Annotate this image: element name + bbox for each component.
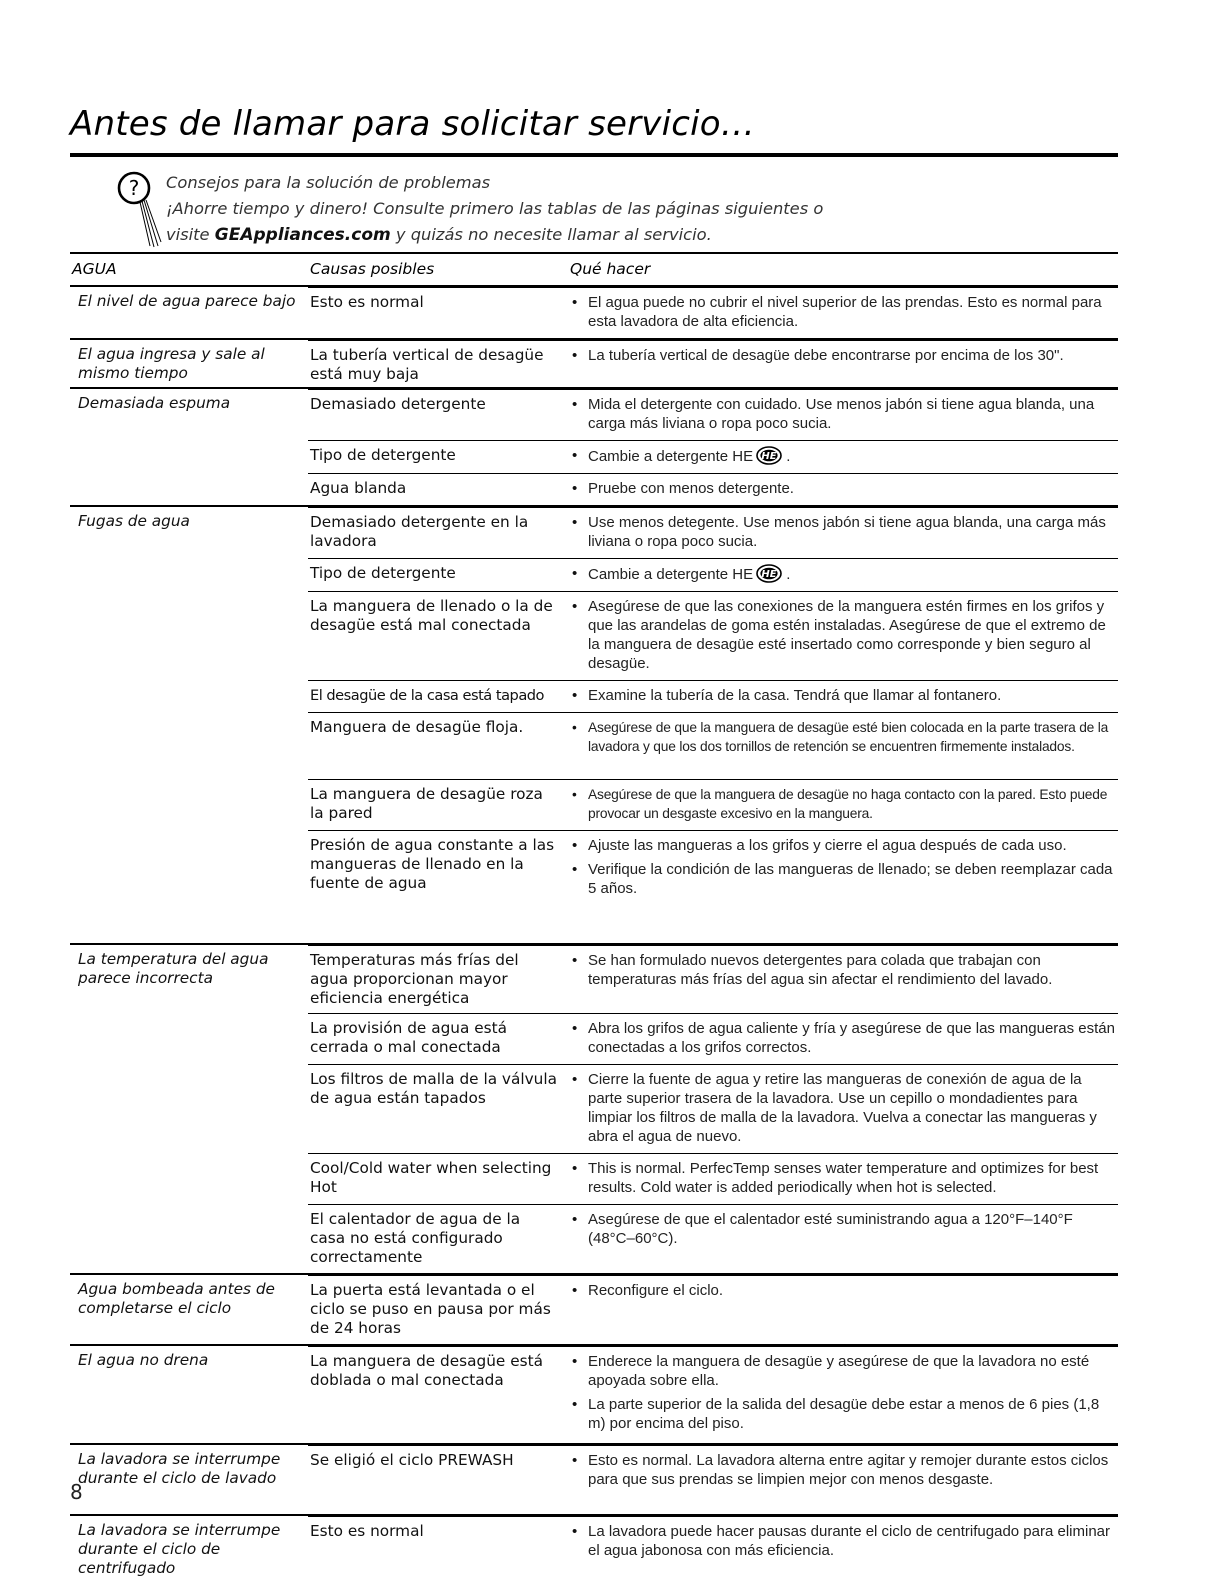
action-cell (570, 1451, 1118, 1489)
action-text: Ajuste las mangueras a los grifos y cierre el agua después de cada uso. (588, 837, 1067, 854)
action-text: Examine la tubería de la casa. Tendrá que llamar al fontanero. (588, 687, 1002, 704)
cause-row (308, 558, 1118, 591)
he-logo-icon (756, 446, 782, 465)
cause-text: La provisión de agua está cerrada o mal conectada (310, 1019, 507, 1056)
action-item (570, 1352, 1118, 1390)
action-item (570, 686, 1118, 705)
action-text: This is normal. PerfecTemp senses water temperature and optimizes for best results. Cold water is added periodically when hot is selected. (588, 1160, 1099, 1196)
symptom-label: La lavadora se interrumpe durante el ciclo de centrifugado (78, 1521, 281, 1577)
cause-text: La tubería vertical de desagüe está muy baja (310, 346, 544, 383)
cause-text: Agua blanda (310, 479, 407, 497)
cause-row (308, 1275, 1118, 1344)
action-cell (570, 1210, 1118, 1248)
cause-row (308, 507, 1118, 558)
cause-row (308, 591, 1118, 680)
action-item (570, 1070, 1118, 1146)
action-cell (570, 346, 1118, 365)
he-logo-icon (756, 564, 782, 583)
troubleshooting-table (70, 252, 1118, 1587)
cause-text: Demasiado detergente en la lavadora (310, 513, 529, 550)
action-item (570, 836, 1118, 855)
action-item (570, 1522, 1118, 1560)
cause-text: La manguera de desagüe está doblada o mal conectada (310, 1352, 543, 1389)
action-text: La parte superior de la salida del desagüe debe estar a menos de 6 pies (1,8 m) por encima del piso. (588, 1396, 1100, 1432)
symptom-group (70, 340, 1118, 389)
intro-visit-line: visite GEAppliances.com y quizás no necesite llamar al servicio. (166, 225, 712, 245)
symptom-group (70, 1516, 1118, 1587)
action-item (570, 1210, 1118, 1248)
cause-row (308, 340, 1118, 387)
action-text: La lavadora puede hacer pausas durante el ciclo de centrifugado para eliminar el agua jabonosa con más eficiencia. (588, 1523, 1111, 1559)
action-item (570, 1395, 1118, 1433)
action-item (570, 785, 1118, 823)
symptom-group (70, 1346, 1118, 1445)
action-cell (570, 1070, 1118, 1146)
symptom-label: El agua ingresa y sale al mismo tiempo (78, 345, 265, 382)
action-cell (570, 1159, 1118, 1197)
action-cell (570, 1522, 1118, 1560)
action-text: Asegúrese de que la manguera de desagüe no haga contacto con la pared. Esto puede provocar un desgaste excesivo en la manguera. (588, 787, 1108, 821)
action-item (570, 951, 1118, 989)
action-text: Abra los grifos de agua caliente y fría y asegúrese de que las mangueras están conectadas a los grifos correctos. (588, 1020, 1115, 1056)
action-text: Verifique la condición de las mangueras de llenado; se deben reemplazar cada 5 años. (588, 861, 1113, 897)
action-text: Cierre la fuente de agua y retire las mangueras de conexión de agua de la parte superior trasera de la lavadora. Use un cepillo o mondadientes para limpiar los filtros de malla de la lavadora. Vuelva a conectar las mangueras y abra el agua de nuevo. (588, 1071, 1097, 1145)
cause-row (308, 1064, 1118, 1153)
action-item (570, 1281, 1118, 1300)
action-item (570, 395, 1118, 433)
header-action: Qué hacer (570, 260, 651, 278)
cause-text: La manguera de desagüe roza la pared (310, 785, 543, 822)
action-text: Reconfigure el ciclo. (588, 1282, 724, 1299)
cause-text: Cool/Cold water when selecting Hot (310, 1159, 552, 1196)
cause-text: Esto es normal (310, 1522, 424, 1540)
cause-text: Demasiado detergente (310, 395, 486, 413)
symptom-label: Fugas de agua (78, 512, 190, 530)
intro-section (116, 170, 1116, 250)
symptom-group (70, 1445, 1118, 1516)
symptom-label: El agua no drena (78, 1351, 209, 1369)
cause-row (308, 945, 1118, 1013)
action-cell (570, 446, 1118, 466)
cause-text: La manguera de llenado o la de desagüe está mal conectada (310, 597, 553, 634)
cause-row (308, 1346, 1118, 1443)
symptom-label: Agua bombeada antes de completarse el ciclo (78, 1280, 275, 1317)
action-item (570, 718, 1118, 756)
cause-text: Se eligió el ciclo PREWASH (310, 1451, 514, 1469)
svg-text:HE: HE (761, 451, 777, 462)
symptom-group (70, 287, 1118, 340)
action-cell (570, 1019, 1118, 1057)
action-item: • Cambie a detergente HE HE . (570, 446, 1118, 466)
svg-text:HE: HE (761, 569, 777, 580)
page-title: Antes de llamar para solicitar servicio… (70, 104, 756, 144)
page-number: 8 (70, 1480, 83, 1504)
cause-row (308, 1013, 1118, 1064)
cause-row (308, 389, 1118, 440)
action-cell (570, 1352, 1118, 1433)
action-text: El agua puede no cubrir el nivel superior de las prendas. Esto es normal para esta lavadora de alta eficiencia. (588, 294, 1102, 330)
action-item (570, 1451, 1118, 1489)
website-link[interactable]: GEAppliances.com (214, 225, 391, 245)
action-cell (570, 395, 1118, 433)
cause-text: Esto es normal (310, 293, 424, 311)
cause-row (308, 712, 1118, 779)
cause-text: Temperaturas más frías del agua proporcionan mayor eficiencia energética (310, 951, 519, 1007)
action-text: Enderece la manguera de desagüe y asegúrese de que la lavadora no esté apoyada sobre ella. (588, 1353, 1090, 1389)
action-text: Cambie a detergente HE (588, 448, 754, 465)
cause-text: Presión de agua constante a las mangueras de llenado en la fuente de agua (310, 836, 555, 892)
cause-text: Tipo de detergente (310, 564, 456, 582)
intro-tip: ¡Ahorre tiempo y dinero! Consulte primero las tablas de las páginas siguientes o (166, 199, 824, 218)
cause-row (308, 1445, 1118, 1514)
cause-row (308, 473, 1118, 505)
action-cell (570, 1281, 1118, 1300)
action-item (570, 860, 1118, 898)
header-causes: Causas posibles (310, 260, 435, 278)
cause-text: El desagüe de la casa está tapado (310, 687, 544, 704)
action-item: • Cambie a detergente HE HE . (570, 564, 1118, 584)
action-cell (570, 293, 1118, 331)
symptom-group (70, 1275, 1118, 1346)
action-cell (570, 564, 1118, 584)
intro-subtitle: Consejos para la solución de problemas (166, 173, 491, 192)
action-text: Asegúrese de que las conexiones de la manguera estén firmes en los grifos y que las arandelas de goma estén instaladas. Asegúrese de que el extremo de la manguera de desagüe esté insertado como corresponde y bien seguro al desagüe. (588, 598, 1106, 672)
action-text: Asegúrese de que la manguera de desagüe esté bien colocada en la parte trasera de la lavadora y que los dos tornillos de retención se encuentren firmemente instalados. (588, 720, 1109, 754)
action-item (570, 479, 1118, 498)
action-text: Pruebe con menos detergente. (588, 480, 794, 497)
action-cell (570, 479, 1118, 498)
cause-row (308, 680, 1118, 712)
action-text: Cambie a detergente HE (588, 566, 754, 583)
cause-row (308, 440, 1118, 473)
action-item (570, 513, 1118, 551)
table-body (70, 287, 1118, 1587)
action-item (570, 1159, 1118, 1197)
action-item (570, 1019, 1118, 1057)
action-item (570, 293, 1118, 331)
action-cell (570, 951, 1118, 989)
symptom-label: El nivel de agua parece bajo (78, 292, 296, 310)
cause-text: Tipo de detergente (310, 446, 456, 464)
action-cell (570, 785, 1118, 823)
symptom-group (70, 945, 1118, 1275)
action-text: Asegúrese de que el calentador esté suministrando agua a 120°F–140°F (48°C–60°C). (588, 1211, 1073, 1247)
action-text: La tubería vertical de desagüe debe encontrarse por encima de los 30". (588, 347, 1064, 364)
action-cell (570, 686, 1118, 705)
action-cell (570, 836, 1118, 898)
action-text: Use menos detegente. Use menos jabón si tiene agua blanda, una carga más liviana o ropa poco sucia. (588, 514, 1106, 550)
cause-row (308, 287, 1118, 338)
action-cell (570, 513, 1118, 551)
symptom-group (70, 507, 1118, 945)
symptom-group (70, 389, 1118, 507)
action-text: Esto es normal. La lavadora alterna entre agitar y remojer durante estos ciclos para que sus prendas se limpien mejor con menos desgaste. (588, 1452, 1109, 1488)
action-item (570, 597, 1118, 673)
svg-text:?: ? (128, 176, 140, 200)
cause-row (308, 1153, 1118, 1204)
symptom-label: Demasiada espuma (78, 394, 231, 412)
cause-row (308, 1516, 1118, 1587)
cause-text: El calentador de agua de la casa no está configurado correctamente (310, 1210, 521, 1266)
magnifier-question-icon (116, 170, 162, 250)
action-cell (570, 718, 1118, 756)
symptom-label: La temperatura del agua parece incorrecta (78, 950, 269, 987)
cause-row (308, 1204, 1118, 1273)
title-rule (70, 153, 1118, 157)
action-text: Se han formulado nuevos detergentes para colada que trabajan con temperaturas más frías del agua sin afectar el rendimiento del lavado. (588, 952, 1053, 988)
cause-text: Los filtros de malla de la válvula de agua están tapados (310, 1070, 557, 1107)
action-cell (570, 597, 1118, 673)
header-category: AGUA (72, 260, 117, 278)
symptom-label: La lavadora se interrumpe durante el ciclo de lavado (78, 1450, 281, 1487)
cause-text: La puerta está levantada o el ciclo se puso en pausa por más de 24 horas (310, 1281, 551, 1337)
action-text: Mida el detergente con cuidado. Use menos jabón si tiene agua blanda, una carga más liviana o ropa poco sucia. (588, 396, 1095, 432)
table-header (70, 252, 1118, 287)
action-item (570, 346, 1118, 365)
cause-row (308, 830, 1118, 943)
cause-text: Manguera de desagüe floja. (310, 718, 524, 736)
cause-row (308, 779, 1118, 830)
